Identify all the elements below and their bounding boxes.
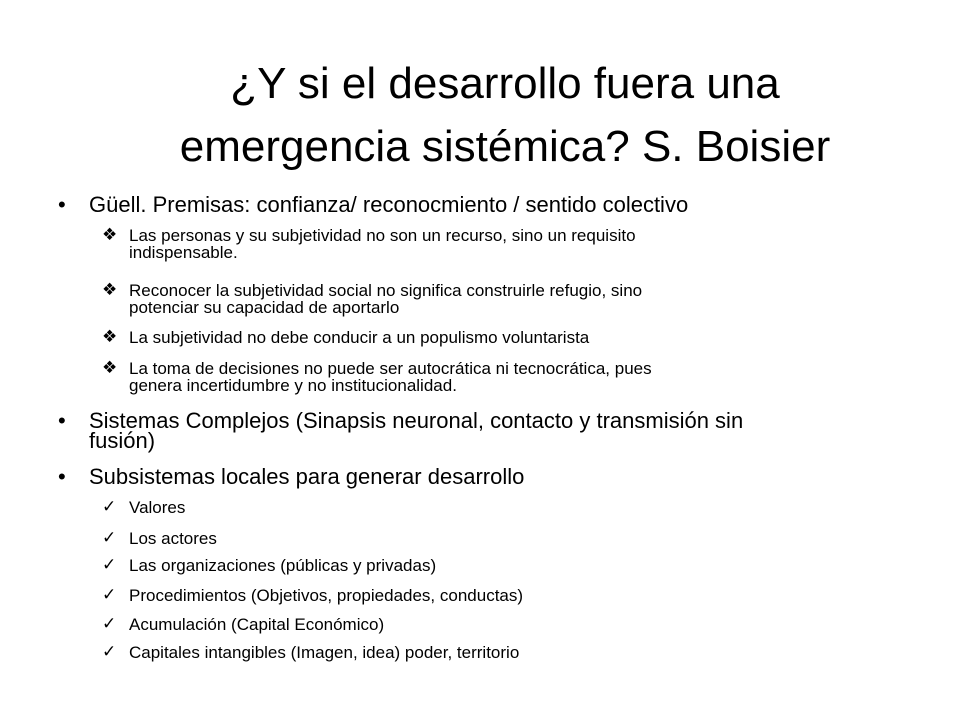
sub-bullet-item xyxy=(102,358,869,395)
checkmark-icon: ✓ xyxy=(102,528,117,548)
bullet-text: Subsistemas locales para generar desarrollo xyxy=(89,464,525,489)
sub-bullet-text-line-2: potenciar su capacidad de aportarlo xyxy=(129,298,400,317)
bullet-item xyxy=(58,464,929,489)
checkmark-icon: ✓ xyxy=(102,642,117,662)
sub-bullet-text-line-2: genera incertidumbre y no institucionalidad. xyxy=(129,376,457,395)
bullet-item xyxy=(58,192,929,217)
bullet-text-line-1: Sistemas Complejos (Sinapsis neuronal, contacto y transmisión sin xyxy=(89,408,744,433)
sub-bullet-text-line-1: La subjetividad no debe conducir a un populismo voluntarista xyxy=(129,328,590,347)
diamond-bullet-icon: ❖ xyxy=(102,280,118,300)
sub-bullet-text: Capitales intangibles (Imagen, idea) poder, territorio xyxy=(129,643,520,662)
sub-bullet-item xyxy=(102,280,869,317)
slide-title-line-2: emergencia sistémica? S. Boisier xyxy=(179,122,831,171)
sub-bullet-item xyxy=(102,555,869,575)
bullet-marker: • xyxy=(58,192,66,217)
sub-bullet-item xyxy=(102,327,869,347)
sub-bullet-item xyxy=(102,585,869,605)
bullet-text: Güell. Premisas: confianza/ reconocmiento / sentido colectivo xyxy=(89,192,689,217)
slide-title xyxy=(60,52,950,178)
bullet-item xyxy=(58,408,929,453)
sub-bullet-text: Acumulación (Capital Económico) xyxy=(129,615,385,634)
sub-bullet-text-line-1: Reconocer la subjetividad social no significa construirle refugio, sino xyxy=(129,281,643,300)
checkmark-icon: ✓ xyxy=(102,497,117,517)
sub-bullet-text-line-1: La toma de decisiones no puede ser autocrática ni tecnocrática, pues xyxy=(129,359,652,378)
bullet-text-line-2: fusión) xyxy=(89,428,156,453)
sub-bullet-text-line-2: indispensable. xyxy=(129,243,238,262)
diamond-bullet-icon: ❖ xyxy=(102,358,118,378)
sub-bullet-text: Los actores xyxy=(129,529,217,548)
bullet-marker: • xyxy=(58,408,66,433)
checkmark-icon: ✓ xyxy=(102,555,117,575)
sub-bullet-item xyxy=(102,614,869,634)
checkmark-icon: ✓ xyxy=(102,614,117,634)
sub-bullet-item xyxy=(102,225,869,262)
slide-title-line-1: ¿Y si el desarrollo fuera una xyxy=(230,59,780,108)
sub-bullet-item xyxy=(102,528,869,548)
sub-bullet-item xyxy=(102,642,869,662)
bullet-marker: • xyxy=(58,464,66,489)
sub-bullet-text: Las organizaciones (públicas y privadas) xyxy=(129,556,437,575)
checkmark-icon: ✓ xyxy=(102,585,117,605)
sub-bullet-text-line-1: Las personas y su subjetividad no son un recurso, sino un requisito xyxy=(129,226,636,245)
sub-bullet-item xyxy=(102,497,869,517)
diamond-bullet-icon: ❖ xyxy=(102,327,118,347)
diamond-bullet-icon: ❖ xyxy=(102,225,118,245)
sub-bullet-text: Procedimientos (Objetivos, propiedades, conductas) xyxy=(129,586,524,605)
sub-bullet-text: Valores xyxy=(129,498,186,517)
